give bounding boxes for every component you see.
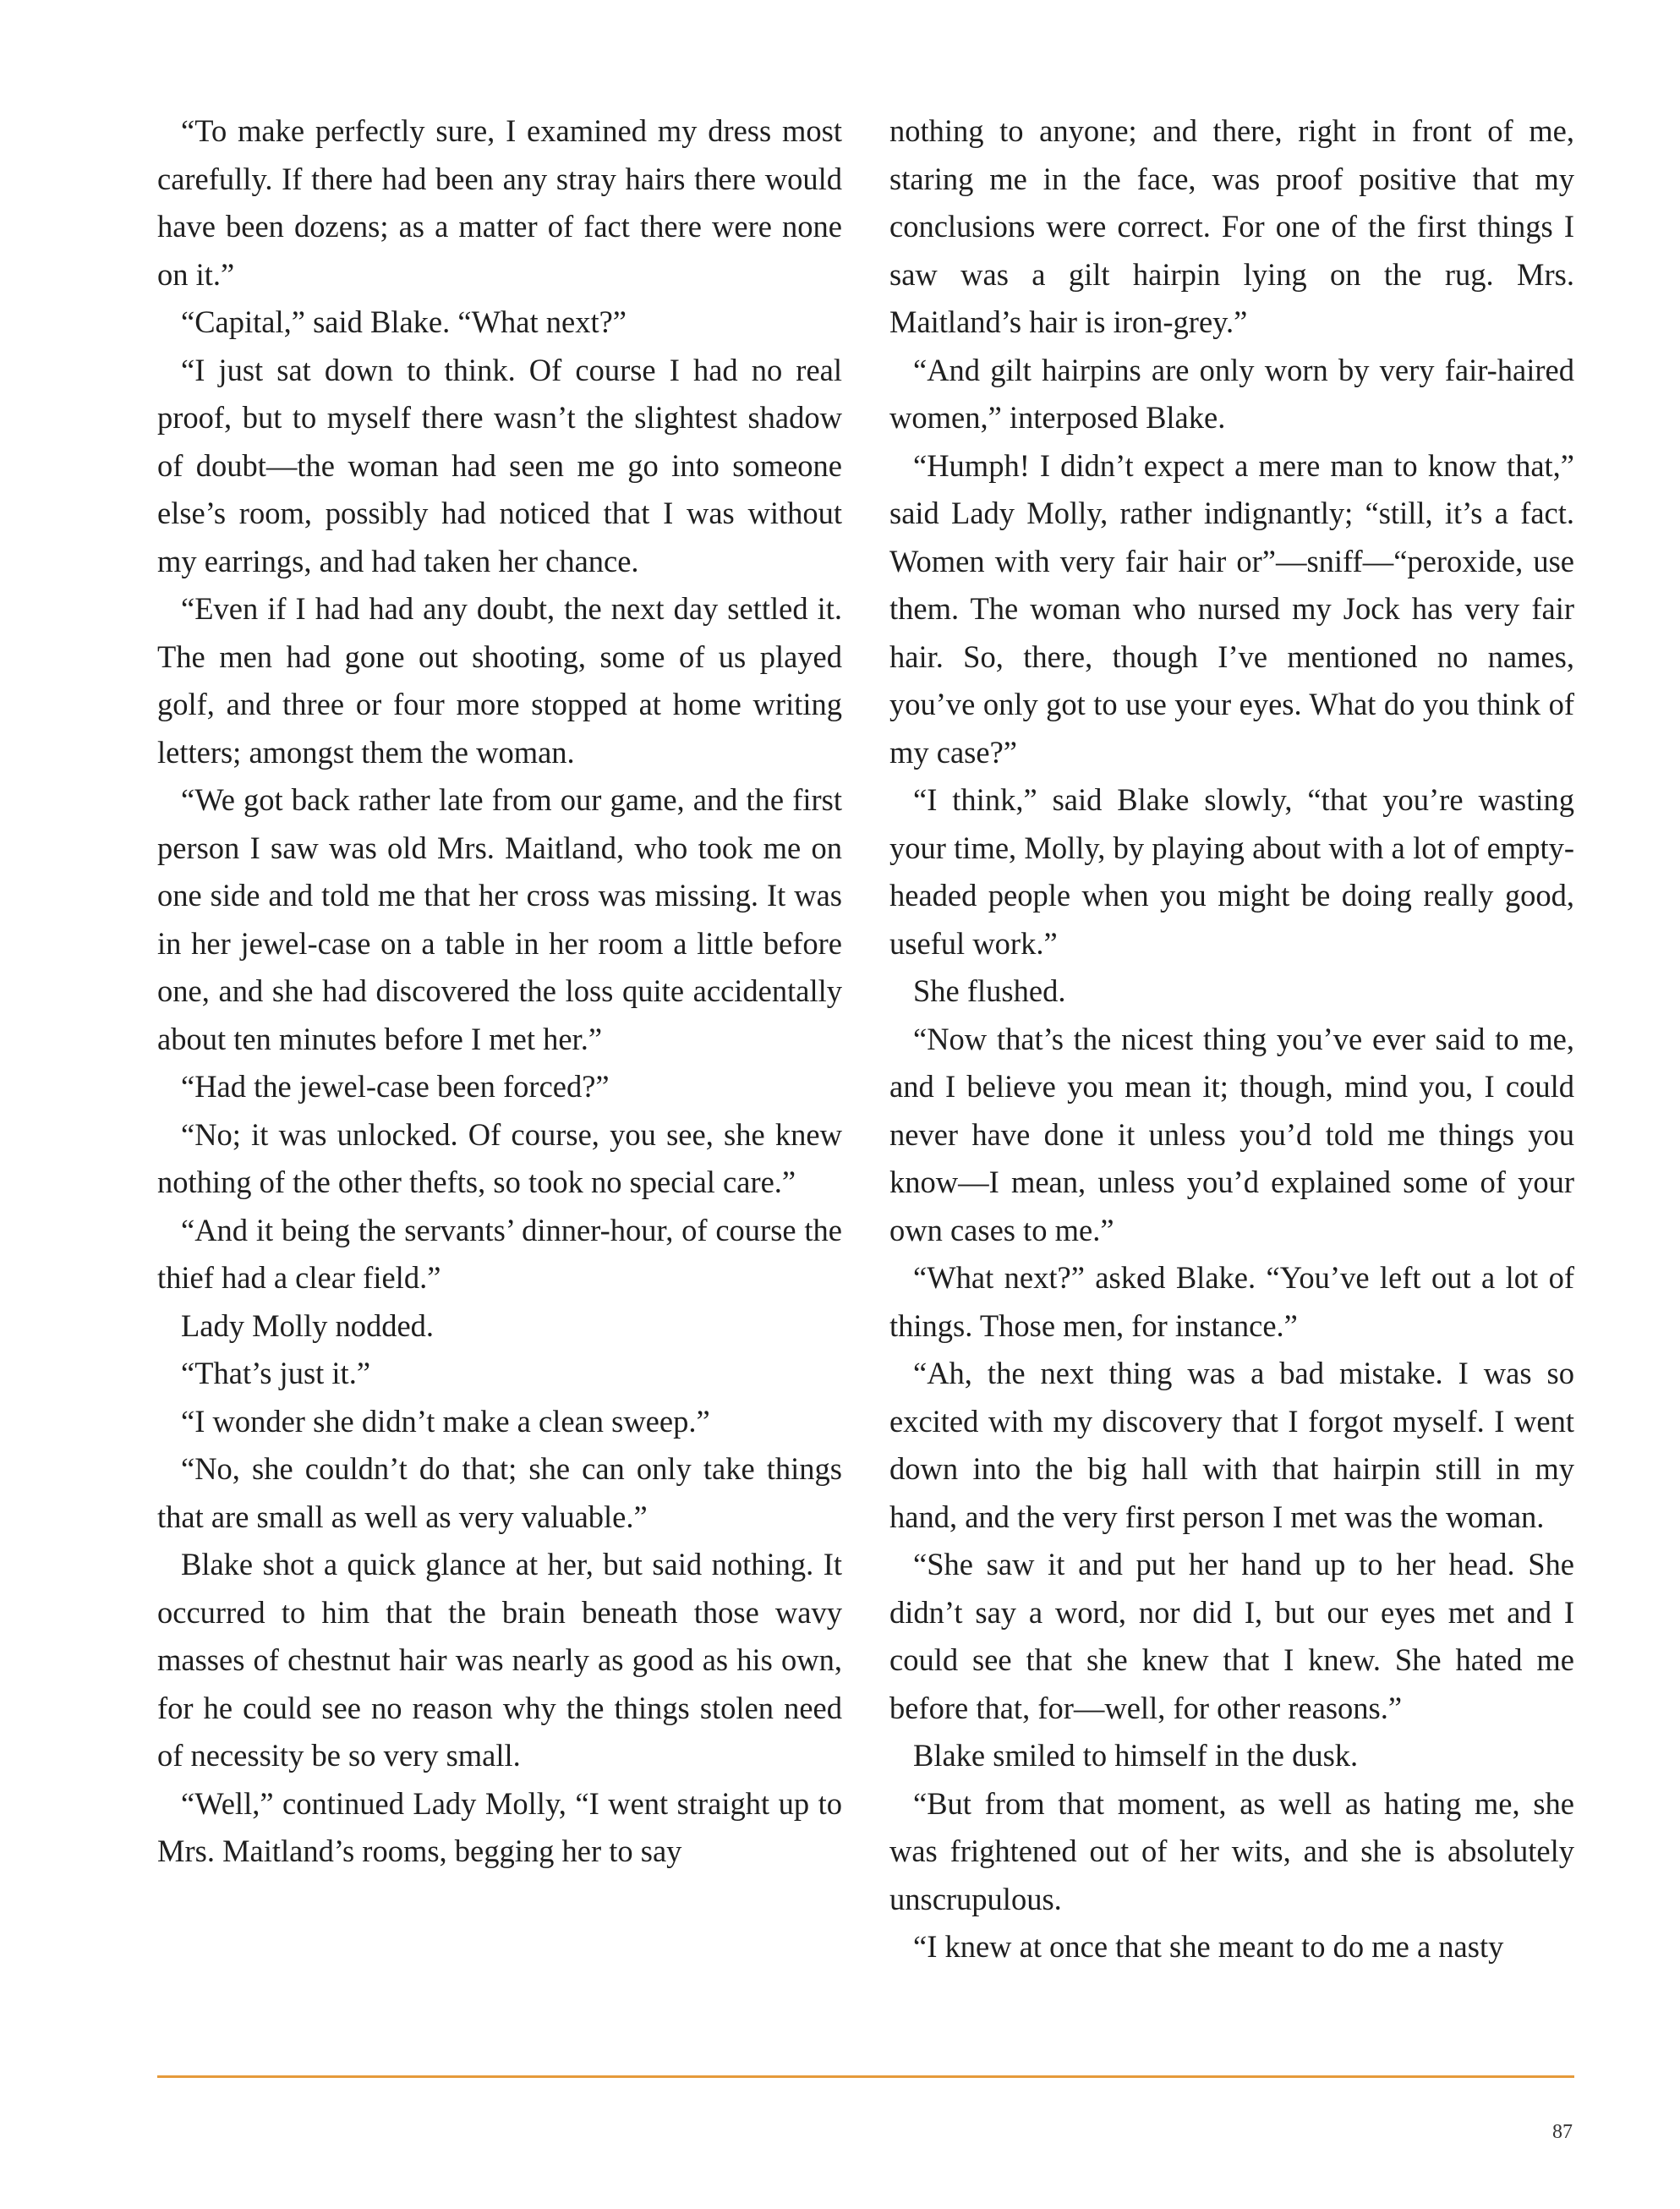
paragraph: “What next?” asked Blake. “You’ve left out a lot of things. Those men, for instance.” (889, 1260, 1574, 1343)
paragraph: “No, she couldn’t do that; she can only take things that are small as well as very valuable.” (157, 1451, 842, 1534)
paragraph: “Capital,” said Blake. “What next?” (181, 304, 627, 339)
paragraph: “No; it was unlocked. Of course, you see, she knew nothing of the other thefts, so took no special care.” (157, 1116, 842, 1199)
paragraph: “To make perfectly sure, I examined my dress most carefully. If there had been any stray hairs there would have been dozens; as a matter of fact there were none on it.” (157, 113, 842, 292)
paragraph: “Now that’s the nicest thing you’ve ever said to me, and I believe you mean it; though, mind you, I could never have done it unless you’d told me things you know—I mean, unless you’d explained some of your own cases to me.” (889, 1021, 1574, 1247)
paragraph: “Had the jewel-case been forced?” (181, 1069, 610, 1104)
paragraph: She flushed. (913, 973, 1066, 1008)
right-text-column (889, 107, 1574, 1971)
paragraph: “Ah, the next thing was a bad mistake. I was so excited with my discovery that I forgot myself. I went down into the big hall with that hairpin still in my hand, and the very first person I met was the woman. (889, 1356, 1574, 1534)
paragraph: “But from that moment, as well as hating me, she was frightened out of her wits, and she is absolutely unscrupulous. (889, 1785, 1574, 1916)
paragraph: “And gilt hairpins are only worn by very fair-haired women,” interposed Blake. (889, 352, 1574, 435)
paragraph: Blake smiled to himself in the dusk. (913, 1738, 1359, 1773)
paragraph: “She saw it and put her hand up to her head. She didn’t say a word, nor did I, but our eyes met and I could see that she knew that I knew. She hated me before that, for—well, for other reasons.” (889, 1547, 1574, 1725)
paragraph: “Even if I had had any doubt, the next day settled it. The men had gone out shooting, some of us played golf, and three or four more stopped at home writing letters; amongst them the woman. (157, 591, 842, 770)
paragraph: “Humph! I didn’t expect a mere man to know that,” said Lady Molly, rather indignantly; “still, it’s a fact. Women with very fair hair or”—sniff—“peroxide, use them. The woman who nursed my Jock has very fair hair. So, there, though I’ve mentioned no names, you’ve only got to use your eyes. What do you think of my case?” (889, 447, 1574, 770)
paragraph: “And it being the servants’ dinner-hour, of course the thief had a clear field.” (157, 1212, 842, 1295)
paragraph: “We got back rather late from our game, and the first person I saw was old Mrs. Maitland, who took me on one side and told me that her cross was missing. It was in her jewel-case on a table in her room a little before one, and she had discovered the loss quite accidentally about ten minutes before I met her.” (157, 782, 842, 1056)
paragraph-continued: nothing to anyone; and there, right in front of me, staring me in the face, was proof positive that my conclusions were correct. For one of the first things I saw was a gilt hairpin lying on the rug. Mrs. Maitland’s hair is iron-grey.” (889, 113, 1574, 339)
left-text-column (157, 107, 842, 1876)
paragraph: “I wonder she didn’t make a clean sweep.” (181, 1403, 710, 1439)
paragraph: “I just sat down to think. Of course I had no real proof, but to myself there wasn’t the slightest shadow of doubt—the woman had seen me go into someone else’s room, possibly had noticed that I was without my earrings, and had taken her chance. (157, 352, 842, 578)
paragraph: Lady Molly nodded. (181, 1307, 435, 1343)
paragraph: “That’s just it.” (181, 1356, 371, 1390)
paragraph: “I think,” said Blake slowly, “that you’re wasting your time, Molly, by playing about with a lot of empty-headed people when you might be doing really good, useful work.” (889, 782, 1574, 961)
footer-rule (157, 2075, 1574, 2078)
paragraph: Blake shot a quick glance at her, but said nothing. It occurred to him that the brain beneath those wavy masses of chestnut hair was nearly as good as his own, for he could see no reason why the things stolen need of necessity be so very small. (157, 1547, 842, 1773)
paragraph: “Well,” continued Lady Molly, “I went straight up to Mrs. Maitland’s rooms, begging her to say (157, 1785, 842, 1868)
paragraph: “I knew at once that she meant to do me a nasty (913, 1929, 1504, 1964)
page-number: 87 (1552, 2121, 1573, 2143)
